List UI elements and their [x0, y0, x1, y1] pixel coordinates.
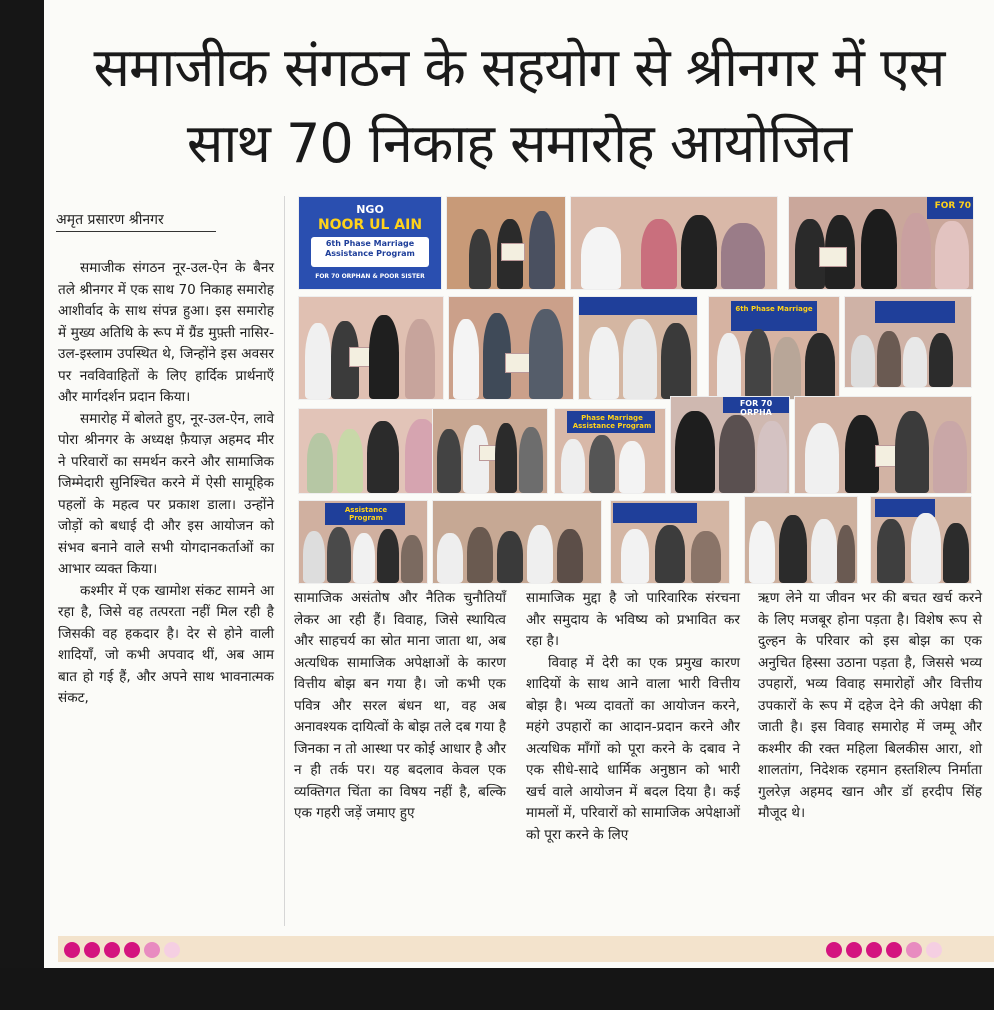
- banner-sixth-text: 6th Phase Marriage: [735, 305, 813, 313]
- left-margin-band: [0, 0, 44, 1010]
- dot-icon: [886, 942, 902, 958]
- dot-icon: [826, 942, 842, 958]
- photo-stage-assistance: [708, 296, 840, 400]
- dot-icon: [64, 942, 80, 958]
- headline-line-2: साथ 70 निकाह समारोह आयोजित: [186, 112, 852, 175]
- photo-guests: [570, 196, 778, 290]
- banner-program-text: 6th Phase Marriage Assistance Program: [325, 239, 415, 258]
- photo-certificate-handover: [448, 296, 574, 400]
- newspaper-page: [44, 0, 994, 968]
- dot-icon: [104, 942, 120, 958]
- bottom-margin-band: [0, 968, 994, 1010]
- footer-dots-left: [64, 942, 180, 958]
- photo-elder-blessing: [870, 496, 972, 584]
- paragraph: कश्मीर में एक खामोश संकट सामने आ रहा है, जिसे वह तत्परता नहीं मिल रही है जिसकी वह हकदार है। देर से होने वाली शादियाँ, जो कभी अपवाद थीं, अब आम बात हो गई हैं, और अपने साथ भावनात्मक संकट,: [58, 582, 274, 706]
- photo-seated-guests: [432, 500, 602, 584]
- banner-small-text: Phase Marriage Assistance Program: [572, 414, 652, 430]
- photo-mufti: [578, 296, 698, 400]
- paragraph: समारोह में बोलते हुए, नूर-उल-ऐन, लावे पोरा श्रीनगर के अध्यक्ष फ़ैयाज़ अहमद मीर ने परिवारों का समर्थन करने और सामाजिक जिम्मेदारी सुनिश्चित करने में ऐसी सामूहिक पहलों के महत्व पर प्रकाश डाला। उन्होंने जोड़ों को बधाई दी और इस आयोजन को संभव बनाने वाले सभी योगदानकर्ताओं का आभार व्यक्त किया।: [58, 410, 274, 577]
- banner-ngo-text: NGO: [356, 203, 384, 216]
- photo-women-vests: [298, 408, 446, 494]
- dot-icon: [84, 942, 100, 958]
- article-column-3: [526, 588, 740, 846]
- paragraph: सामाजिक मुद्दा है जो पारिवारिक संरचना और समुदाय के भविष्य को प्रभावित कर रहा है।: [526, 590, 740, 649]
- photo-presentation: [794, 396, 972, 494]
- banner-name-text: NOOR UL AIN: [317, 217, 423, 233]
- byline: अमृत प्रसारण श्रीनगर: [56, 210, 216, 232]
- article-column-1: [58, 258, 274, 710]
- dot-icon: [144, 942, 160, 958]
- banner-for-text: FOR 70 ORPHAN & POOR SISTER: [315, 273, 425, 280]
- banner-for70-text: FOR 70: [934, 201, 971, 211]
- dot-icon: [866, 942, 882, 958]
- photo-men-group: [432, 408, 548, 494]
- paragraph: विवाह में देरी का एक प्रमुख कारण शादियों के साथ आने वाला भारी वित्तीय बोझ है। भव्य दावतों का आयोजन करने, महंगे उपहारों का आदान-प्रदान करने और अत्यधिक माँगों को पूरा करने के दबाव ने एक सीधे-सादे धार्मिक अनुष्ठान को भारी खर्च वाले आयोजन में बदल दिया है। कई मामलों में, परिवारों को सामाजिक अपेक्षाओं को पूरा करने के लिए: [526, 654, 740, 843]
- dot-icon: [124, 942, 140, 958]
- dot-icon: [906, 942, 922, 958]
- photo-banner-phase: [554, 408, 666, 494]
- dot-icon: [846, 942, 862, 958]
- paragraph: समाजीक संगठन नूर-उल-ऐन के बैनर तले श्रीनगर में एक साथ 70 निकाह समारोह आशीर्वाद के साथ संपन्न हुआ। इस समारोह में मुख्य अतिथि के रूप में ग्रैंड मुफ़्ती नासिर-उल-इस्लाम उपस्थित थे, जिन्होंने इस अवसर पर नवविवाहितों के लिए हार्दिक प्रार्थनाएँ और मार्गदर्शन प्रदान किया।: [58, 260, 274, 405]
- photo-group-shawls: [744, 496, 858, 584]
- banner-assist-text: Assistance Program: [344, 506, 388, 522]
- photo-ceremony: [446, 196, 566, 290]
- banner-orph-text: FOR 70 ORPHA: [739, 399, 773, 417]
- photo-couple-elders: [610, 500, 730, 584]
- photo-bride-group: [788, 196, 974, 290]
- paragraph: सामाजिक असंतोष और नैतिक चुनौतियाँ लेकर आ रही हैं। विवाह, जिसे स्थायित्व और साहचर्य का स्रोत माना जाता था, अब अत्यधिक सामाजिक अपेक्षाओं के कारण वित्तीय बोझ बन गया है। जो कभी एक पवित्र और सरल बंधन था, वह अब अनावश्यक दायित्वों के बोझ तले दब गया है जिनका न तो आस्था पर कोई आधार है और न ही तर्क पर। यह बदलाव केवल एक व्यक्तिगत चिंता का विषय नहीं है, बल्कि एक गहरी जड़ें जमाए हुए: [294, 590, 506, 821]
- photo-stage-row: [298, 500, 428, 584]
- dot-icon: [926, 942, 942, 958]
- paragraph: ऋण लेने या जीवन भर की बचत खर्च करने के लिए मजबूर होना पड़ता है। विशेष रूप से दुल्हन के परिवार को इस बोझ का एक अनुचित हिस्सा उठाना पड़ता है, जिससे भव्य उपहारों, भव्य विवाह समारोहों और वित्तीय उपकारों के रूप में दहेज देने की अपेक्षा की जाती है। इस विवाह समारोह में जम्मू और कश्मीर की रक्त महिला बिलकीस आरा, शो शालतांग, निदेशक रहमान हस्तशिल्प निर्माता गुलरेज़ अहमद खान और डॉ हरदीप सिंह मौजूद थे।: [758, 590, 982, 821]
- photo-women-group: [298, 296, 444, 400]
- column-divider: [284, 196, 285, 926]
- headline-line-1: समाजीक संगठन के सहयोग से श्रीनगर में एस: [93, 36, 945, 99]
- article-column-2: [294, 588, 506, 825]
- photo-banner-ngo: [298, 196, 442, 290]
- article-column-4: [758, 588, 982, 825]
- footer-dots-right: [826, 942, 942, 958]
- dot-icon: [164, 942, 180, 958]
- photo-veiled-women: [670, 396, 790, 494]
- photo-audience: [844, 296, 972, 388]
